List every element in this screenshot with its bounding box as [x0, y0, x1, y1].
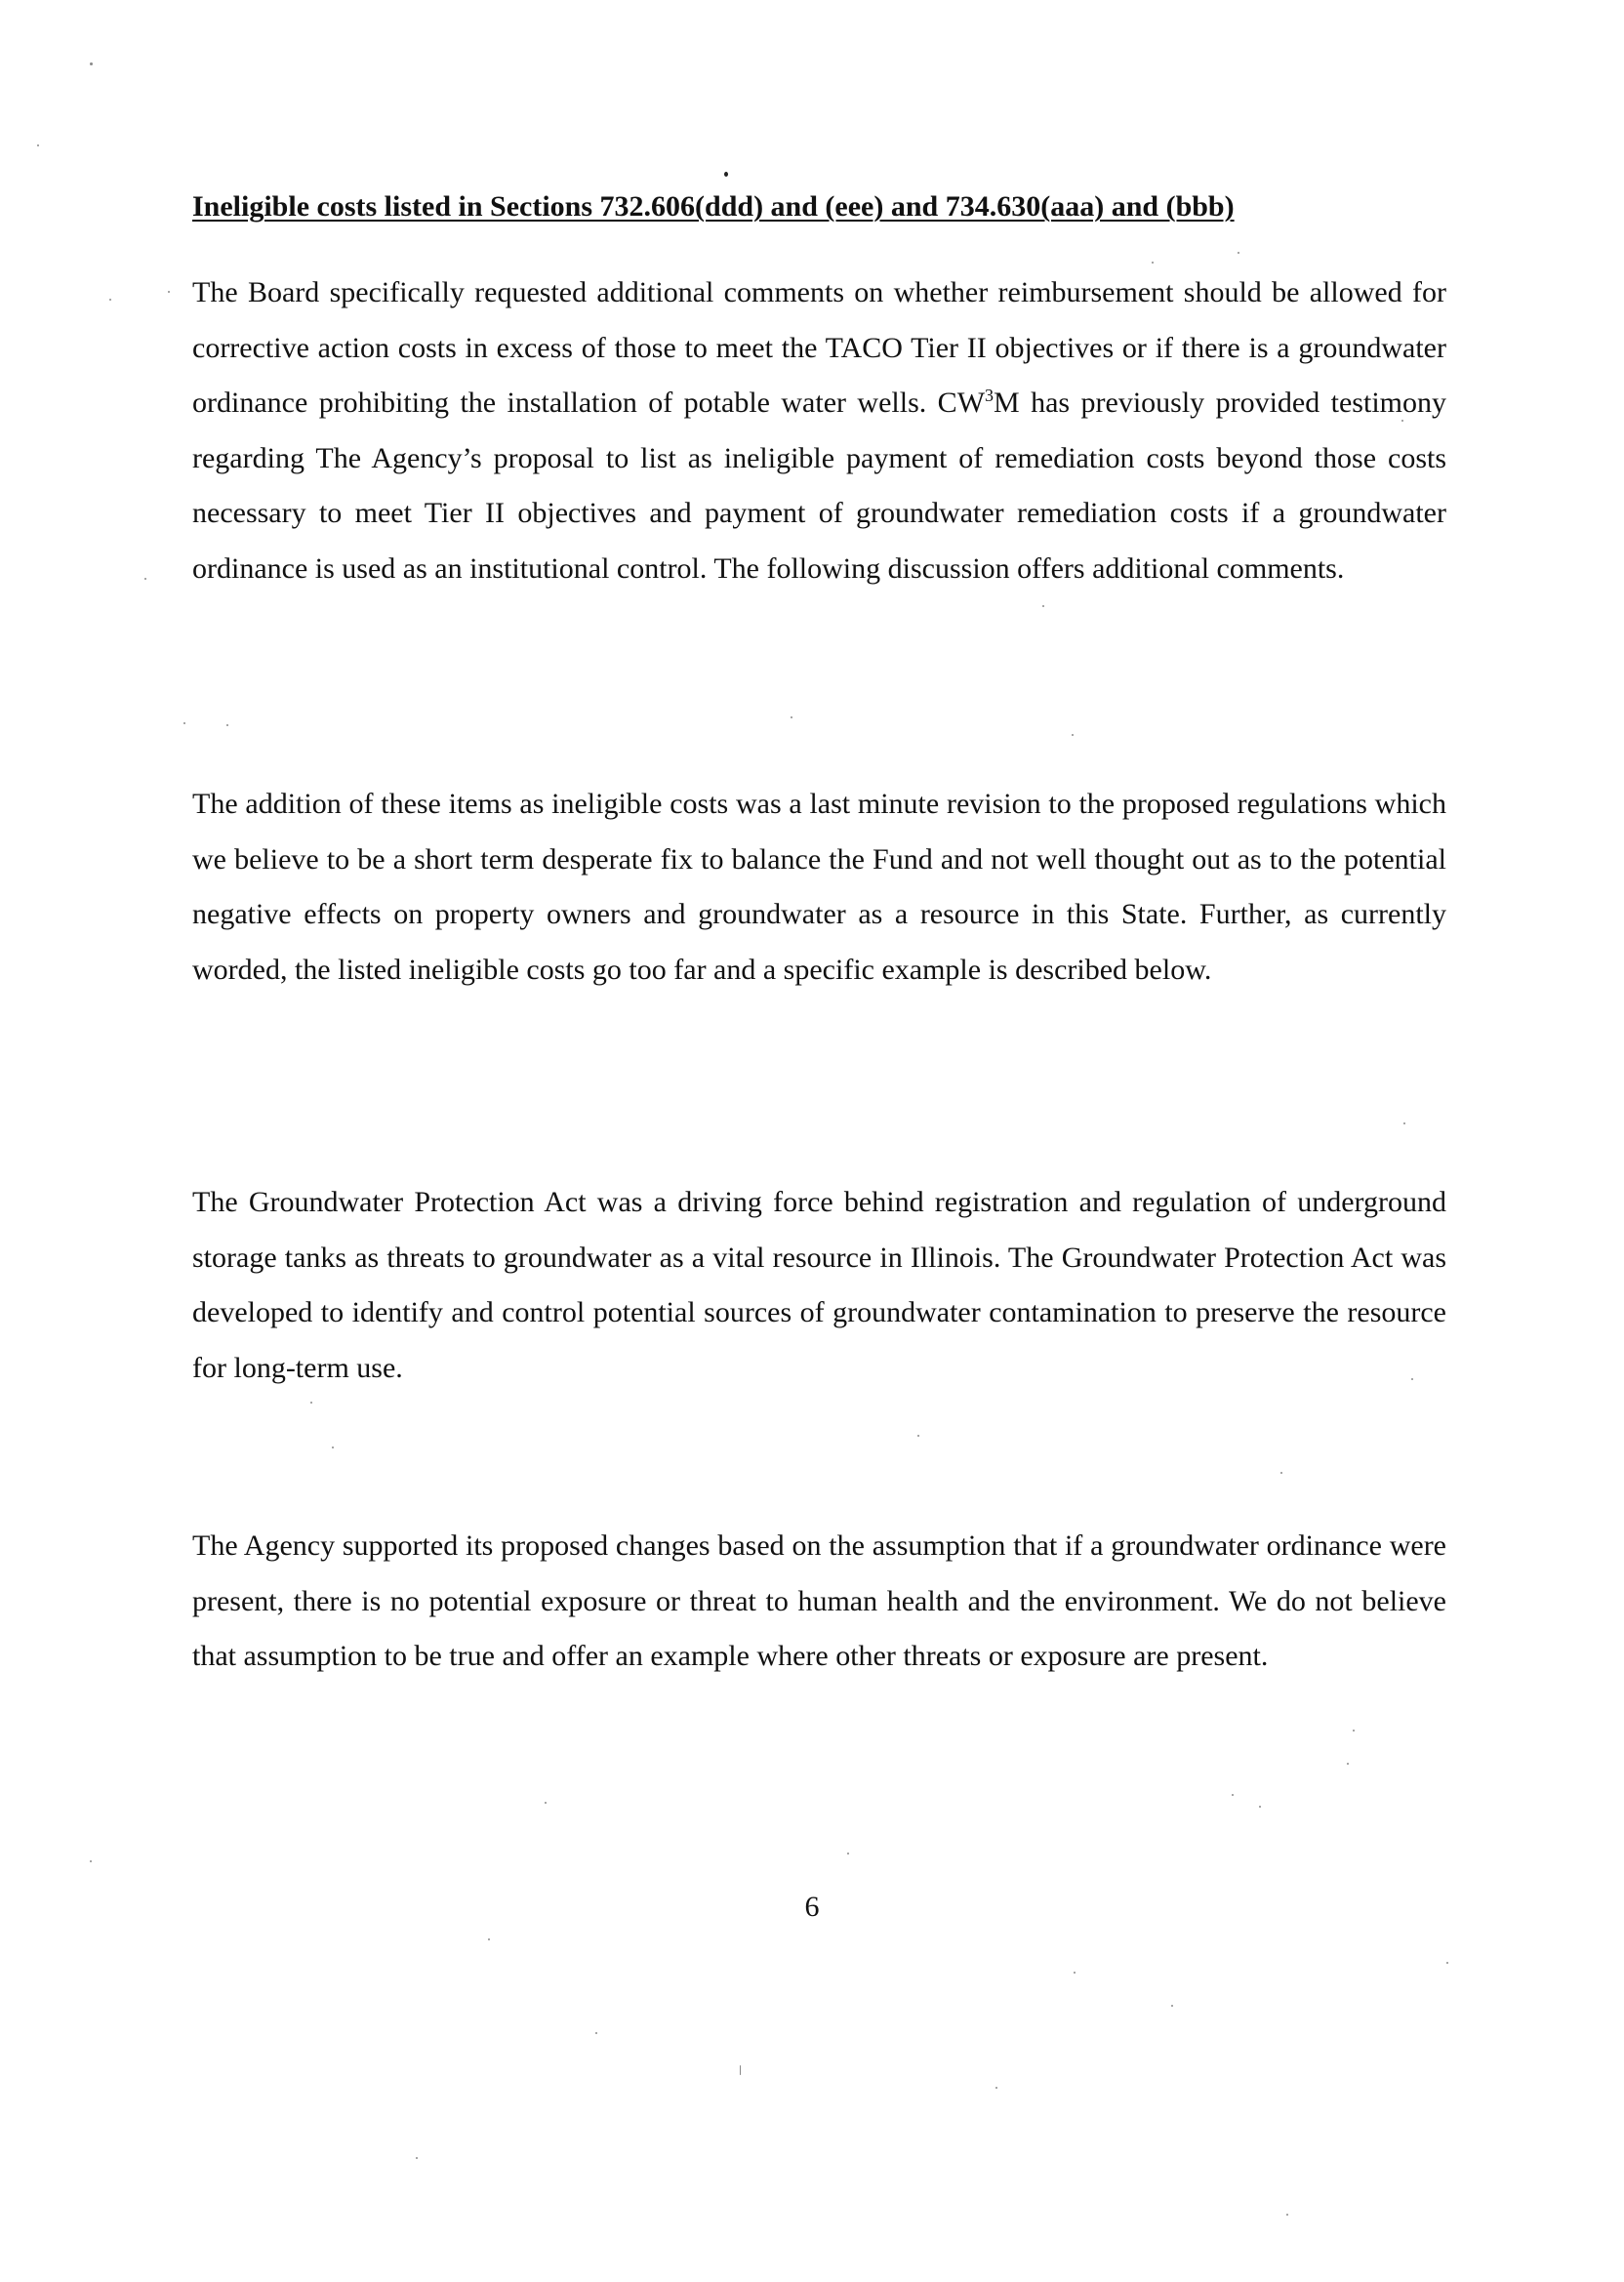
- scan-speck: [1446, 1962, 1448, 1964]
- scan-speck: [1259, 1806, 1261, 1808]
- scan-speck: [332, 1447, 334, 1448]
- scan-speck: [545, 1802, 547, 1804]
- scan-speck: [847, 1853, 849, 1854]
- paragraph-4: The Agency supported its proposed changes based on the assumption that if a groundwater ordinance were present, there is no potential exposure or threat to human health and the environment. We do not believe that assumption to be true and offer an example where other threats or exposure are present.: [192, 1529, 1446, 1672]
- scan-speck: [995, 2087, 997, 2089]
- scan-speck: [1232, 1794, 1234, 1796]
- scan-speck: [488, 1938, 490, 1940]
- scan-speck: [1152, 262, 1154, 264]
- scan-speck: [90, 62, 93, 65]
- scan-speck: [1353, 1730, 1355, 1732]
- scan-speck: [1072, 734, 1074, 736]
- superscript-3: 3: [985, 386, 995, 405]
- scan-speck: [109, 299, 111, 301]
- paragraph-3: The Groundwater Protection Act was a driving force behind registration and regulation of underground storage tanks as threats to groundwater as a vital resource in Illinois. The Groundwater Protection Act was developed to identify and control potential sources of groundwater contamination to preserve the resource for long-term use.: [192, 1186, 1446, 1384]
- scan-speck: [90, 1860, 92, 1862]
- scan-speck: [183, 722, 185, 724]
- scan-speck: [1042, 605, 1044, 607]
- scan-speck: [917, 1435, 919, 1437]
- paragraph-1: [192, 265, 1446, 596]
- paragraph-1-text-start: The Board specifically requested additional comments on whether reimbursement should be allowed for corrective action costs in excess of those to meet the TACO Tier II objectives or if there is a groundwater ordinance prohibiting the installation of potable water wells. CW: [192, 276, 1446, 419]
- scan-speck: [1171, 2005, 1173, 2007]
- scan-speck: [740, 2065, 741, 2075]
- scan-speck: [1403, 1122, 1405, 1124]
- scan-speck: [416, 2157, 418, 2159]
- scan-speck: [310, 1402, 312, 1404]
- paragraph-2: The addition of these items as ineligible costs was a last minute revision to the proposed regulations which we believe to be a short term desperate fix to balance the Fund and not well thought out as to the potential negative effects on property owners and groundwater as a resource in this State. Further, as currently worded, the listed ineligible costs go too far and a specific example is described below.: [192, 788, 1446, 986]
- scan-speck: [1286, 2214, 1288, 2216]
- scan-speck: [1347, 1763, 1349, 1765]
- scan-speck: [1074, 1972, 1076, 1974]
- scan-speck: [1238, 252, 1239, 254]
- scan-speck: [37, 144, 39, 146]
- scan-speck: [724, 172, 728, 177]
- paragraph-1-text-end: M has previously provided testimony regarding The Agency’s proposal to list as ineligible payment of remediation costs beyond those costs necessary to meet Tier II objectives and payment of groundwater remediation costs if a groundwater ordinance is used as an institutional control. The following discussion offers additional comments.: [192, 387, 1446, 585]
- page-number: 6: [804, 1891, 820, 1923]
- scan-speck: [791, 716, 792, 718]
- scan-speck: [168, 291, 170, 293]
- scan-speck: [595, 2032, 597, 2034]
- section-heading: Ineligible costs listed in Sections 732.606(ddd) and (eee) and 734.630(aaa) and (bbb): [192, 190, 1235, 223]
- scan-speck: [1280, 1472, 1282, 1474]
- scan-speck: [144, 578, 146, 580]
- scan-speck: [226, 724, 228, 726]
- scan-speck: [1401, 420, 1403, 422]
- scan-speck: [1411, 1378, 1413, 1380]
